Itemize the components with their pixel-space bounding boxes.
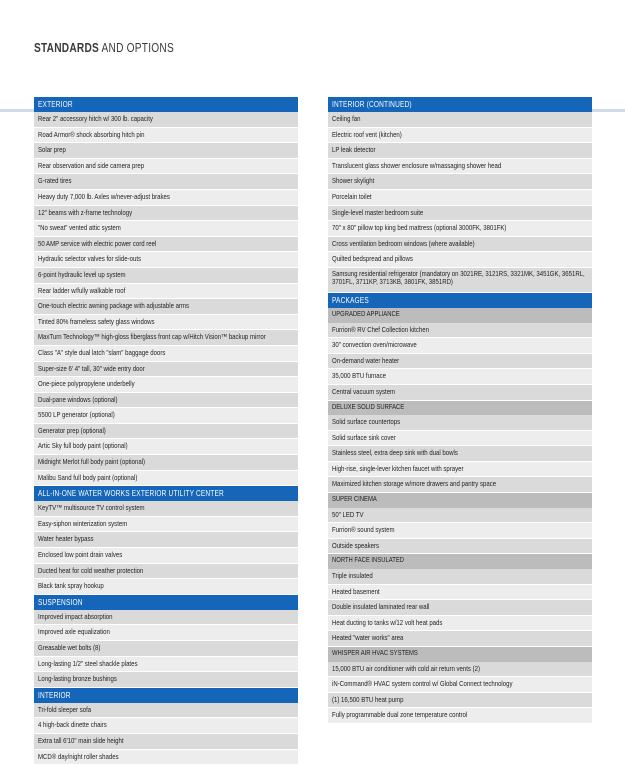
feature-row [34,564,298,580]
left-margin-rule [0,109,34,112]
feature-text: Class "A" style dual latch "slam" baggage doors [38,347,166,357]
feature-row [34,112,298,128]
feature-row [34,517,298,533]
feature-text: Fully programmable dual zone temperature control [332,710,468,720]
feature-row [34,299,298,315]
feature-text: Long-lasting bronze bushings [38,674,117,684]
feature-row [328,323,592,339]
feature-row [34,377,298,393]
feature-text: Outside speakers [332,540,379,550]
feature-text: MaxTurn Technology™ high-gloss fiberglass front cap w/Hitch Vision™ backup mirror [38,332,266,342]
feature-text: Solar prep [38,145,66,155]
section-header [34,595,298,610]
package-group-header [328,647,592,662]
section-header-label: SUSPENSION [38,597,83,607]
feature-text: 5500 LP generator (optional) [38,410,115,420]
feature-row [34,143,298,159]
feature-text: G-rated tires [38,176,72,186]
feature-text: One-touch electric awning package with adjustable arms [38,301,190,311]
feature-text: 4 high-back dinette chairs [38,720,107,730]
feature-row [34,439,298,455]
feature-text: Central vacuum system [332,386,396,396]
feature-row [34,455,298,471]
feature-row [328,523,592,539]
feature-row [34,408,298,424]
feature-row [34,424,298,440]
feature-row [328,237,592,253]
feature-row [328,693,592,709]
page-title [34,40,174,55]
feature-text: Easy-siphon winterization system [38,518,128,528]
section-header [34,486,298,501]
feature-text: LP leak detector [332,145,376,155]
feature-row [34,252,298,268]
feature-text: Furrion® sound system [332,525,395,535]
feature-row [328,585,592,601]
feature-text: Electric roof vent (kitchen) [332,129,402,139]
left-column [34,97,298,765]
page-title-rest: AND OPTIONS [99,40,174,55]
feature-row [34,532,298,548]
feature-text: Porcelain toilet [332,191,372,201]
feature-row [34,548,298,564]
feature-text: Improved impact absorption [38,611,113,621]
feature-text: Double insulated laminated rear wall [332,602,430,612]
feature-text: Heated "water works" area [332,633,404,643]
feature-row [34,471,298,487]
feature-text: 50" LED TV [332,509,364,519]
feature-row [328,415,592,431]
feature-row [34,501,298,517]
package-group-header [328,493,592,508]
feature-row [34,206,298,222]
feature-row [328,143,592,159]
feature-text: Ceiling fan [332,114,361,123]
feature-text: Black tank spray hookup [38,581,104,591]
feature-text: MCD® day/night roller shades [38,751,119,761]
package-group-label: WHISPER AIR HVAC SYSTEMS [332,650,418,657]
feature-row [34,393,298,409]
section-header-label: ALL-IN-ONE WATER WORKS EXTERIOR UTILITY CENTER [38,489,224,499]
feature-text: Samsung residential refrigerator (mandatory on 3021RE, 3121RS, 3321MK, 3451GK, 3651RL, 3701FL, 3711KP, 3713KB, 3801FK, 3851RD) [332,268,585,287]
feature-row [328,159,592,175]
feature-text: 70" x 80" pillow top king bed mattress (optional 3000FK, 3801FK) [332,223,507,233]
feature-text: Heated basement [332,586,380,596]
feature-row [328,206,592,222]
feature-text: Single-level master bedroom suite [332,207,424,217]
feature-row [328,112,592,128]
feature-text: Translucent glass shower enclosure w/massaging shower head [332,160,502,170]
feature-text: Enclosed low point drain valves [38,550,123,560]
feature-row [328,677,592,693]
feature-row [34,625,298,641]
feature-row [34,672,298,688]
feature-row [328,539,592,555]
section-header [328,293,592,308]
right-margin-rule [592,109,625,112]
feature-row [328,252,592,268]
feature-row [34,330,298,346]
feature-text: Cross ventilation bedroom windows (where available) [332,238,475,248]
feature-row [328,128,592,144]
feature-text: On-demand water heater [332,355,400,365]
page-title-bold: STANDARDS [34,40,100,55]
feature-row [34,221,298,237]
feature-row [328,190,592,206]
feature-row [34,750,298,765]
feature-text: Quilted bedspread and pillows [332,254,413,264]
feature-text: Furrion® RV Chef Collection kitchen [332,324,429,334]
feature-text: Midnight Merlot full body paint (optional) [38,457,146,467]
feature-text: Stainless steel, extra deep sink with dual bowls [332,448,458,458]
package-group-header [328,401,592,416]
feature-text: Extra tall 6'10" main slide height [38,735,124,745]
feature-text: Tinted 80% frameless safety glass windows [38,316,155,326]
feature-row [328,462,592,478]
feature-row [328,354,592,370]
feature-row [328,662,592,678]
feature-row [34,315,298,331]
feature-text: Generator prep (optional) [38,425,106,435]
feature-row [34,718,298,734]
feature-text: Hydraulic selector valves for slide-outs [38,254,142,264]
feature-text: 35,000 BTU furnace [332,371,387,381]
feature-row [328,174,592,190]
section-header [328,97,592,112]
feature-text: (1) 16,500 BTU heat pump [332,694,404,704]
feature-text: Super-size 6' 4" tall, 30" wide entry door [38,363,145,373]
feature-text: 6-point hydraulic level up system [38,269,126,279]
feature-text: Heavy duty 7,000 lb. Axles w/never-adjust brakes [38,191,170,201]
feature-text: Solid surface countertops [332,417,401,427]
feature-text: Rear 2" accessory hitch w/ 300 lb. capacity [38,114,153,123]
feature-row [34,657,298,673]
feature-text: 15,000 BTU air conditioner with cold air return vents (2) [332,663,480,673]
right-column [328,97,592,724]
feature-row [328,616,592,632]
package-group-label: UPGRADED APPLIANCE [332,310,400,318]
feature-text: One-piece polypropylene underbelly [38,379,135,389]
feature-row [34,703,298,719]
feature-text: Greasable wet bolts (8) [38,643,101,652]
feature-row [34,128,298,144]
feature-text: Artic Sky full body paint (optional) [38,441,128,451]
feature-text: iN-Command® HVAC system control w/ Global Connect technology [332,679,513,689]
feature-row [34,159,298,175]
section-header-label: INTERIOR (CONTINUED) [332,100,412,109]
feature-row [34,174,298,190]
feature-row [34,579,298,595]
feature-row [328,708,592,724]
feature-row [34,610,298,626]
feature-row [328,338,592,354]
feature-row [328,385,592,401]
package-group-header [328,308,592,323]
feature-text: High-rise, single-lever kitchen faucet with sprayer [332,463,464,473]
feature-text: Long-lasting 1/2" steel shackle plates [38,658,138,668]
feature-row [34,190,298,206]
feature-row [34,734,298,750]
package-group-header [328,554,592,569]
feature-text: Road Armor® shock absorbing hitch pin [38,129,145,139]
feature-row [34,641,298,657]
feature-row [34,237,298,253]
package-group-label: SUPER CINEMA [332,496,377,504]
feature-text: Maximized kitchen storage w/more drawers and pantry space [332,479,497,489]
feature-text: KeyTV™ multisource TV control system [38,503,145,513]
package-group-label: DELUXE SOLID SURFACE [332,403,405,411]
feature-text: 12" beams with z-frame technology [38,207,133,217]
feature-row [34,284,298,300]
section-header [34,688,298,703]
feature-text: Triple insulated [332,571,373,581]
feature-row [328,446,592,462]
feature-text: Dual-pane windows (optional) [38,394,118,404]
feature-text: Rear observation and side camera prep [38,160,145,170]
feature-row [328,569,592,585]
feature-row [328,268,592,293]
feature-text: Ducted heat for cold weather protection [38,565,144,575]
feature-row [328,369,592,385]
section-header-label: INTERIOR [38,690,71,700]
feature-text: 50 AMP service with electric power cord reel [38,238,157,248]
feature-text: Heat ducting to tanks w/12 volt heat pads [332,617,443,627]
feature-row [328,600,592,616]
feature-text: Tri-fold sleeper sofa [38,704,92,714]
feature-text: Rear ladder w/fully walkable roof [38,285,126,295]
feature-text: Water heater bypass [38,534,94,544]
feature-row [328,431,592,447]
feature-text: Malibu Sand full body paint (optional) [38,472,138,482]
feature-row [328,631,592,647]
section-header [34,97,298,112]
section-header-label: EXTERIOR [38,100,73,109]
feature-text: Improved axle equalization [38,627,110,637]
feature-row [34,362,298,378]
feature-text: 30" convection oven/microwave [332,340,417,350]
package-group-label: NORTH FACE INSULATED [332,557,404,565]
feature-row [328,508,592,524]
feature-row [34,268,298,284]
feature-text: Solid surface sink cover [332,432,396,442]
section-header-label: PACKAGES [332,295,369,305]
feature-text: "No sweat" vented attic system [38,223,121,233]
feature-row [328,221,592,237]
feature-row [34,346,298,362]
feature-text: Shower skylight [332,176,375,186]
feature-row [328,477,592,493]
